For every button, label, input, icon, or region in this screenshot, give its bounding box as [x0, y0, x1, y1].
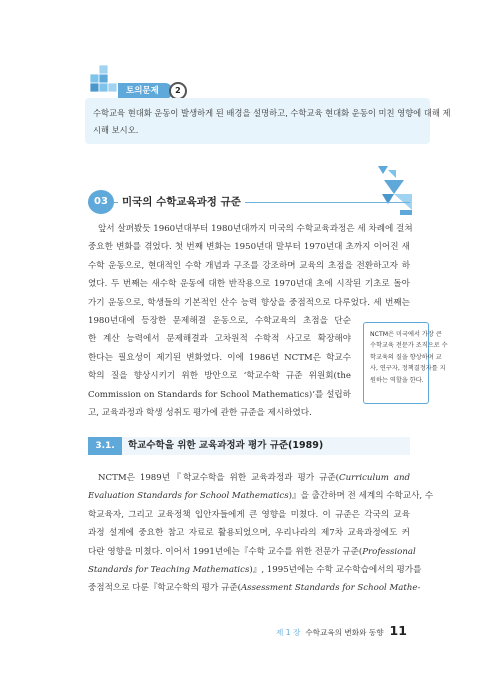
body-paragraph-narrow [88, 312, 351, 422]
body-line: 앞서 살펴봤듯 1960년대부터 1980년대까지 미국의 수학교육과정은 세 차례에 걸쳐 [98, 224, 413, 234]
body-paragraph-bottom [88, 469, 434, 598]
discussion-question [85, 98, 451, 144]
body-line: 학교육자, 그리고 교육정책 입안자들에게 큰 영향을 미쳤다. 이 규준은 각국의 교육 [88, 509, 410, 520]
side-note-line: 수학교육 전문가 조직으로 수 [370, 342, 448, 350]
discussion-line: 시해 보시오. [93, 125, 139, 135]
body-text: 중점적으로 다룬『학교수학의 평가 규준( [88, 583, 241, 594]
body-line: 한 계산 능력에서 문제해결과 고차원적 수학적 사고로 확장해야 [88, 334, 351, 345]
page-number: 11 [389, 623, 407, 638]
body-line [88, 469, 410, 487]
side-note-line: NCTM은 미국에서 가장 큰 [370, 331, 442, 338]
body-text: 다란 영향을 미쳤다. 이어서 1991년에는『수학 교수를 위한 전문가 규준( [88, 546, 363, 557]
body-paragraph-top [88, 220, 413, 312]
side-note-line: 학교육의 질을 향상하며 교 [370, 353, 442, 361]
body-title-italic: Evaluation Standards for School Mathematics [88, 491, 289, 502]
body-line [88, 579, 421, 597]
discussion-label: 토의문제 [118, 83, 173, 99]
body-text: )』을 출간하며 전 세계의 수학교사, 수 [288, 491, 434, 502]
body-title-italic: Assessment Standards for School Mathe- [240, 583, 421, 594]
body-line: 고, 교육과정과 학생 성취도 평가에 관한 규준을 제시하였다. [88, 408, 312, 419]
chapter-number: 제 1 장 [276, 628, 301, 637]
side-note-line: 원하는 역할을 한다. [370, 376, 424, 384]
subsection-title: 학교수학을 위한 교육과정과 평가 규준(1989) [128, 440, 324, 451]
subsection-number: 3.1. [88, 437, 122, 455]
page-footer [276, 623, 407, 639]
body-line: 가기 운동으로, 학생들의 기본적인 산수 능력 향상을 중점적으로 다루었다. 세 번째는 [88, 297, 410, 308]
body-line: Commission on Standards for School Mathematics)’를 설립하 [88, 389, 351, 400]
side-note [363, 322, 448, 404]
body-line: 중요한 변화를 겪었다. 첫 번째 변화는 1950년대 말부터 1970년대 초까지 이어진 새 [88, 242, 410, 253]
section-title: 미국의 수학교육과정 규준 [118, 193, 245, 211]
discussion-line: 수학교육 현대화 운동이 발생하게 된 배경을 설명하고, 수학교육 현대화 운동이 미친 영향에 대해 제 [93, 108, 451, 118]
body-line [88, 561, 422, 579]
discussion-number: 2 [169, 82, 187, 100]
body-line [88, 487, 434, 505]
body-title-italic: Standards for Teaching Mathematics [88, 565, 250, 576]
stacked-cubes-icon [88, 62, 122, 92]
body-line [88, 543, 416, 561]
body-line: 수학 운동으로, 현대적인 수학 개념과 구조를 강조하며 교육의 초점을 전환하고자 하 [88, 260, 410, 271]
section-number: 03 [88, 190, 114, 214]
body-line: 였다. 두 번째는 새수학 운동에 대한 반작용으로 1970년대 초에 시작된 기초로 돌아 [88, 279, 410, 290]
body-text: )』, 1995년에는 수학 교수학습에서의 평가를 [249, 565, 422, 576]
body-line: 한다는 필요성이 제기된 변화였다. 이에 1986년 NCTM은 학교수 [88, 352, 351, 363]
chapter-title: 수학교육의 변화와 동향 [305, 628, 384, 637]
body-line: 학의 질을 향상시키기 위한 방안으로 ‘학교수학 규준 위원회(the [88, 371, 351, 382]
body-text: NCTM은 1989년『학교수학을 위한 교육과정과 평가 규준( [98, 473, 340, 483]
tangram-figure-icon [374, 164, 418, 216]
body-title-italic: Curriculum and [339, 473, 411, 483]
body-line: 1980년대에 등장한 문제해결 운동으로, 수학교육의 초점을 단순 [88, 316, 351, 326]
body-title-italic: Professional [362, 546, 416, 557]
side-note-line: 사, 연구자, 정책결정자를 지 [370, 365, 446, 373]
body-line: 과정 설계에 중요한 참고 자료로 활용되었으며, 우리나라의 제7차 교육과정에도 커 [88, 528, 410, 539]
